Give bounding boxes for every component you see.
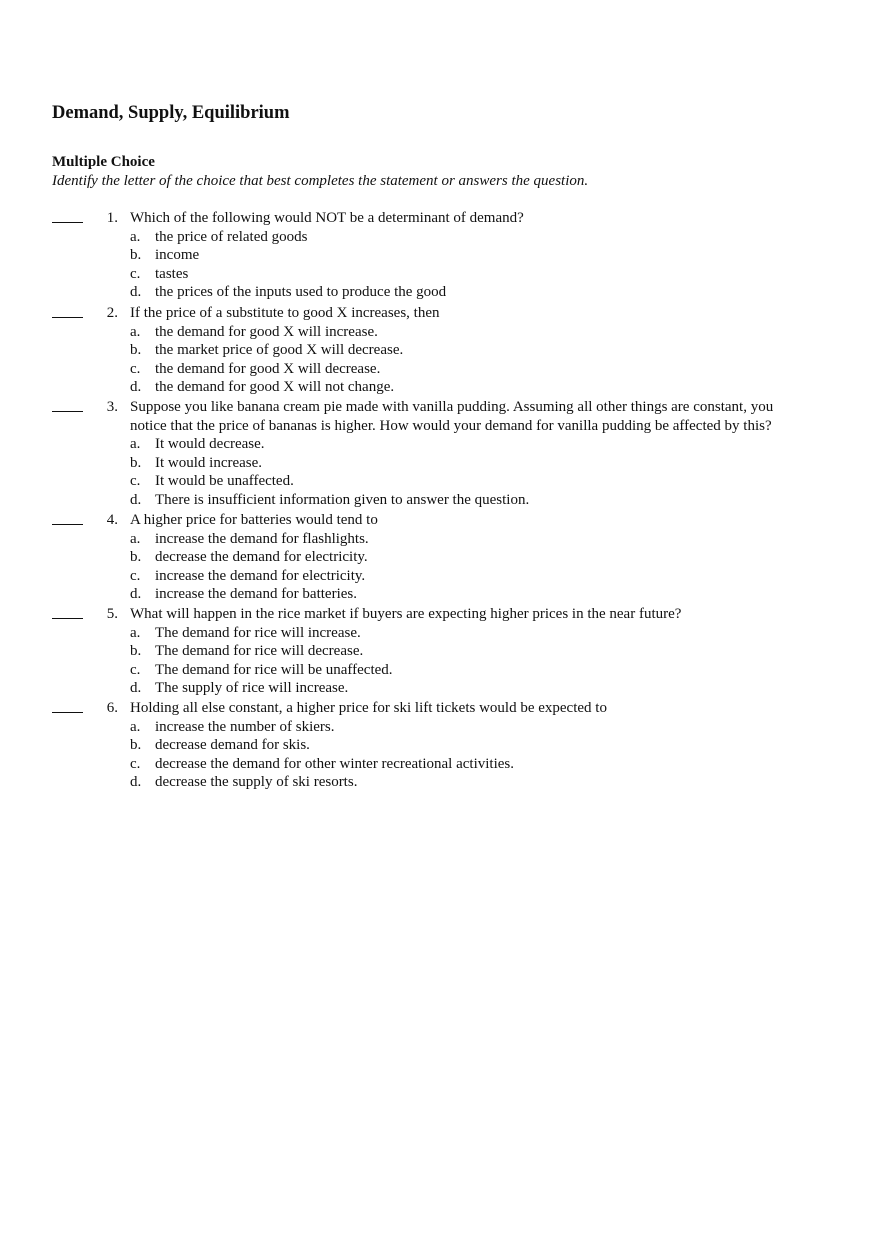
option-letter: a. [130, 323, 141, 340]
option-text: decrease the supply of ski resorts. [155, 774, 358, 791]
answer-blank[interactable] [52, 618, 83, 619]
question-number: 4. [106, 512, 118, 528]
option-letter: d. [130, 379, 142, 396]
option-text: The demand for rice will decrease. [155, 643, 364, 660]
option [0, 472, 880, 491]
option-text: increase the demand for electricity. [155, 567, 366, 584]
option-letter: c. [130, 661, 141, 678]
option-text: increase the demand for batteries. [155, 586, 357, 603]
option-letter: c. [130, 360, 141, 377]
option-letter: d. [130, 491, 142, 508]
question-3 [0, 398, 880, 510]
answer-blank[interactable] [52, 317, 83, 318]
option-letter: a. [130, 436, 141, 453]
question-1 [0, 209, 880, 302]
option [0, 435, 880, 454]
question-line [0, 511, 880, 530]
question-4 [0, 511, 880, 604]
question-line [0, 209, 880, 228]
option-text: the price of related goods [155, 228, 308, 245]
document-title: Demand, Supply, Equilibrium [52, 103, 290, 123]
option [0, 378, 880, 397]
option-letter: b. [130, 342, 142, 359]
option-text: tastes [155, 265, 189, 282]
option-letter: a. [130, 624, 141, 641]
section-heading: Multiple Choice [52, 154, 155, 170]
option [0, 585, 880, 604]
answer-blank[interactable] [52, 222, 83, 223]
option-text: It would increase. [155, 454, 263, 471]
question-text: What will happen in the rice market if buyers are expecting higher prices in the near future? [130, 606, 682, 622]
option [0, 360, 880, 379]
option-text: The supply of rice will increase. [155, 680, 349, 697]
answer-blank[interactable] [52, 411, 83, 412]
option-letter: b. [130, 549, 142, 566]
question-line [0, 304, 880, 323]
option-text: the market price of good X will decrease. [155, 342, 404, 359]
option-text: decrease the demand for electricity. [155, 549, 368, 566]
option [0, 773, 880, 792]
question-text: Which of the following would NOT be a determinant of demand? [130, 210, 524, 226]
option [0, 246, 880, 265]
option [0, 679, 880, 698]
question-number: 3. [106, 399, 118, 415]
answer-blank[interactable] [52, 524, 83, 525]
option-letter: c. [130, 755, 141, 772]
instructions: Identify the letter of the choice that best completes the statement or answers the question. [52, 173, 589, 189]
question-text: notice that the price of bananas is higher. How would your demand for vanilla pudding be affected by this? [130, 417, 772, 434]
option [0, 228, 880, 247]
option [0, 718, 880, 737]
option-text: The demand for rice will increase. [155, 624, 361, 641]
question-line [0, 398, 880, 417]
option-letter: d. [130, 680, 142, 697]
option [0, 736, 880, 755]
option-text: It would be unaffected. [155, 473, 294, 490]
option [0, 491, 880, 510]
option-text: decrease demand for skis. [155, 737, 310, 754]
option [0, 530, 880, 549]
answer-blank[interactable] [52, 712, 83, 713]
question-text: Holding all else constant, a higher price for ski lift tickets would be expected to [130, 700, 607, 716]
option-letter: c. [130, 567, 141, 584]
question-2 [0, 304, 880, 397]
option [0, 265, 880, 284]
option-text: increase the number of skiers. [155, 718, 335, 735]
question-number: 1. [106, 210, 118, 226]
option-text: increase the demand for flashlights. [155, 530, 369, 547]
question-text: A higher price for batteries would tend to [130, 512, 378, 528]
option-text: the demand for good X will not change. [155, 379, 395, 396]
option-letter: c. [130, 473, 141, 490]
option-letter: c. [130, 265, 141, 282]
option-letter: d. [130, 774, 142, 791]
option-text: the prices of the inputs used to produce the good [155, 284, 447, 301]
option-text: There is insufficient information given to answer the question. [155, 491, 530, 508]
option [0, 283, 880, 302]
question-number: 2. [106, 305, 118, 321]
option [0, 341, 880, 360]
option [0, 548, 880, 567]
question-number: 5. [106, 606, 118, 622]
option-text: The demand for rice will be unaffected. [155, 661, 393, 678]
option-text: the demand for good X will decrease. [155, 360, 381, 377]
option-letter: b. [130, 737, 142, 754]
question-line [0, 417, 880, 436]
option-letter: b. [130, 643, 142, 660]
question-6 [0, 699, 880, 792]
option [0, 661, 880, 680]
option [0, 454, 880, 473]
option [0, 755, 880, 774]
option-letter: a. [130, 718, 141, 735]
option-letter: d. [130, 284, 142, 301]
option-text: income [155, 247, 200, 264]
question-line [0, 699, 880, 718]
option [0, 624, 880, 643]
option [0, 642, 880, 661]
option [0, 323, 880, 342]
option-text: the demand for good X will increase. [155, 323, 378, 340]
option-letter: d. [130, 586, 142, 603]
option-text: It would decrease. [155, 436, 265, 453]
option-letter: b. [130, 247, 142, 264]
question-text: If the price of a substitute to good X increases, then [130, 305, 440, 321]
question-5 [0, 605, 880, 698]
option-letter: b. [130, 454, 142, 471]
option [0, 567, 880, 586]
question-line [0, 605, 880, 624]
question-text: Suppose you like banana cream pie made with vanilla pudding. Assuming all other things are constant, you [130, 399, 774, 415]
option-text: decrease the demand for other winter recreational activities. [155, 755, 514, 772]
option-letter: a. [130, 228, 141, 245]
question-number: 6. [106, 700, 118, 716]
option-letter: a. [130, 530, 141, 547]
